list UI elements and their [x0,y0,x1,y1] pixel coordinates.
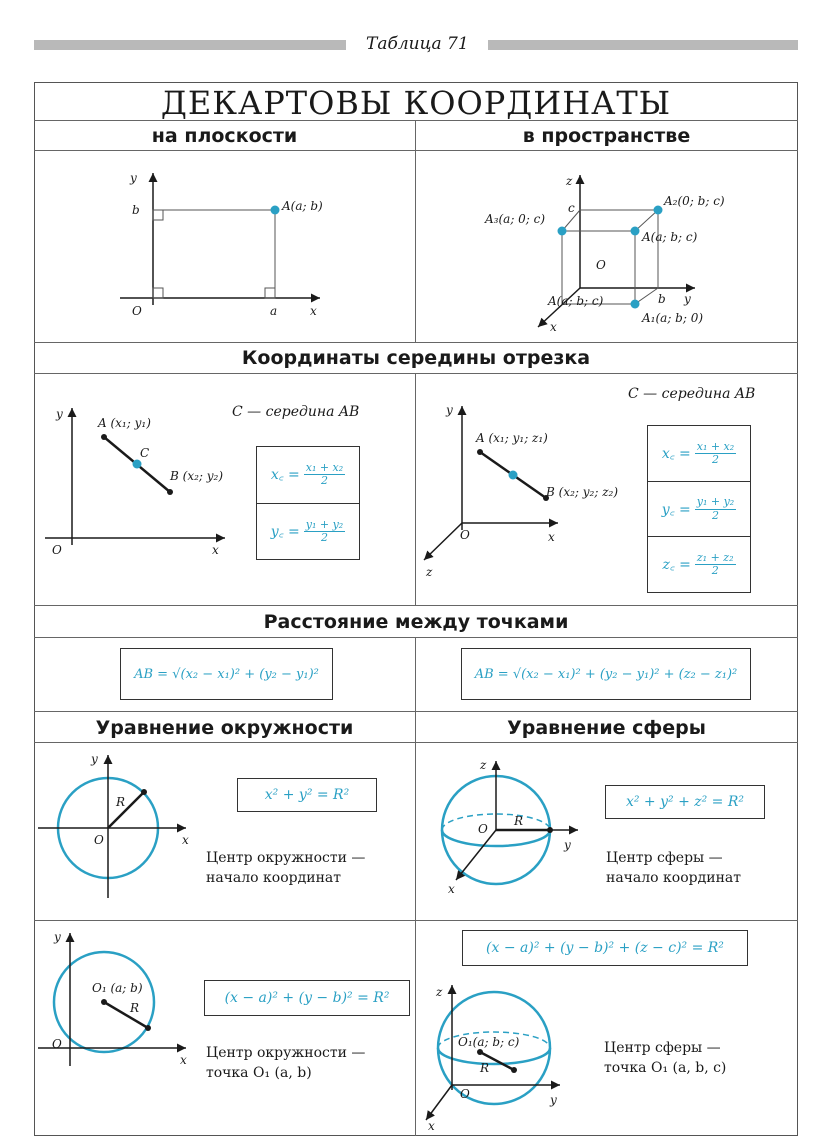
divider [34,711,798,712]
midpoint-space-figure [418,398,628,583]
point-b-label: B (x₂; y₂; z₂) [546,485,619,499]
a-label: A(a; b; c) [548,294,604,308]
axis-x-label: x [182,833,189,847]
circle-origin-figure [36,750,206,910]
sphere-note-shifted: Центр сферы — точка O₁ (a, b, c) [604,1040,727,1076]
midpoint-plane-figure [40,400,240,560]
formula-xc: x꜀ = $\frac{\text{x₁ + x₂}}{2}$ [661,439,735,466]
sphere-shifted-figure [418,980,578,1133]
axis-y-label: y [564,838,571,852]
axis-x-label: x [310,304,317,318]
column-divider [415,373,416,605]
header-bar-left [34,40,346,50]
radius-label: R [514,814,524,828]
divider [34,637,798,638]
c-label: c [568,201,575,215]
axis-x-label: x [180,1053,187,1067]
midpoint-formulas-space [647,425,751,593]
axis-y-label: y [130,171,137,185]
point-a3-label: A₃(a; 0; c) [485,212,546,226]
divider [34,150,798,151]
circle-note-origin: Центр окружности — начало координат [206,850,366,886]
section-header-plane: на плоскости [151,125,298,147]
axis-y-label: y [550,1093,557,1107]
section-header-midpoint: Координаты середины отрезка [241,347,591,369]
a-label: a [270,304,278,318]
b-label: b [658,292,666,306]
divider [34,120,798,121]
midpoint-note-right: C — середина AB [628,386,756,402]
origin-label: O [478,822,488,836]
table-number: Таблица 71 [366,34,469,54]
point-c-label: C [140,446,150,460]
point-b-label: B (x₂; y₂) [170,469,224,483]
point-a1-label: A₁(a; b; 0) [642,311,704,325]
center-label: O₁ (a; b) [92,981,143,995]
divider [34,342,798,343]
sphere-equation-origin: x² + y² + z² = R² [605,785,765,819]
column-divider [415,637,416,1136]
distance-formula-plane: AB = √(x₂ − x₁)² + (y₂ − y₁)² [120,648,333,700]
origin-label: O [460,1087,470,1101]
circle-equation-shifted: (x − a)² + (y − b)² = R² [204,980,410,1016]
plane-coordinates-figure [110,165,350,335]
axis-x-label: x [550,320,557,334]
sphere-note-origin: Центр сферы — начало координат [606,850,741,886]
axis-x-label: x [548,530,555,544]
axis-y-label: y [56,407,63,421]
axis-y-label: y [91,752,98,766]
b-label: b [132,203,140,217]
section-header-space: в пространстве [522,125,691,147]
origin-label: O [52,543,62,557]
distance-formula-space: AB = √(x₂ − x₁)² + (y₂ − y₁)² + (z₂ − z₁)² [461,648,751,700]
circle-note-shifted: Центр окружности — точка O₁ (a, b) [206,1045,366,1081]
divider [34,373,798,374]
circle-equation-origin: x² + y² = R² [237,778,377,812]
axis-x-label: x [428,1119,435,1133]
axis-y-label: y [446,403,453,417]
radius-label: R [130,1001,140,1015]
axis-z-label: z [426,565,433,579]
point-a-label: A(a; b; c) [642,230,698,244]
divider [34,742,798,743]
circle-shifted-figure [36,928,206,1068]
origin-label: O [596,258,606,272]
column-divider [415,120,416,342]
sphere-equation-shifted: (x − a)² + (y − b)² + (z − c)² = R² [462,930,748,966]
axis-y-label: y [54,930,61,944]
space-coordinates-figure [480,165,740,340]
point-a-label: A (x₁; y₁) [98,416,151,430]
axis-z-label: z [566,174,573,188]
header-bar-right [488,40,798,50]
midpoint-formulas-plane [256,446,360,560]
axis-z-label: z [480,758,487,772]
formula-yc: y꜀ = $\frac{\text{y₁ + y₂}}{2}$ [257,503,359,560]
origin-label: O [94,833,104,847]
midpoint-note-left: C — середина AB [232,404,360,420]
formula-yc: y꜀ = $\frac{\text{y₁ + y₂}}{2}$ [648,481,750,537]
section-header-distance: Расстояние между точками [263,611,569,633]
divider [34,605,798,606]
origin-label: O [460,528,470,542]
axis-z-label: z [436,985,443,999]
point-a-label: A (x₁; y₁; z₁) [476,431,548,445]
section-header-circle: Уравнение окружности [95,717,354,739]
axis-x-label: x [212,543,219,557]
formula-zc: z꜀ = $\frac{\text{z₁ + z₂}}{2}$ [648,536,750,592]
axis-y-label: y [684,292,691,306]
point-a-label: A(a; b) [282,199,323,213]
point-a2-label: A₂(0; b; c) [664,194,725,208]
sphere-origin-figure [428,755,588,900]
origin-label: O [132,304,142,318]
divider [34,920,798,921]
axis-x-label: x [448,882,455,896]
origin-label: O [52,1037,62,1051]
radius-label: R [480,1061,490,1075]
center-label: O₁(a; b; c) [458,1035,520,1049]
radius-label: R [116,795,126,809]
section-header-sphere: Уравнение сферы [507,717,706,739]
formula-xc: x꜀ = $\frac{\text{x₁ + x₂}}{2}$ [270,461,344,488]
page-title: ДЕКАРТОВЫ КООРДИНАТЫ [160,84,672,122]
